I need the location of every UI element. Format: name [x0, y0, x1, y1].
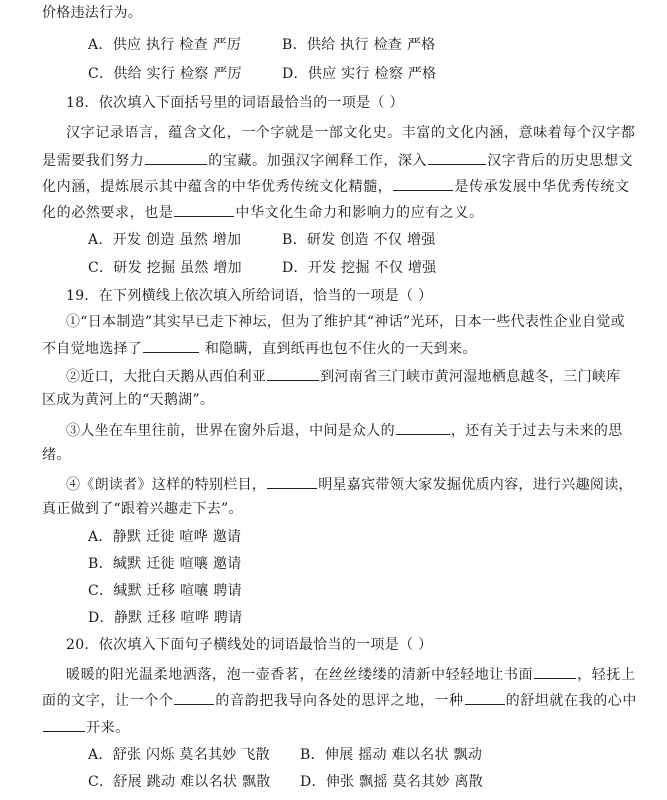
passage-line [42, 202, 484, 220]
question-18: 18．依次填入下面括号里的词语最恰当的一项是（ ） [66, 95, 404, 111]
passage-text: 明星嘉宾带领大家发掘优质内容，进行兴趣阅读， [318, 477, 633, 493]
option-17d: D．供应 实行 检察 严格 [282, 66, 437, 82]
passage-text: 的宝藏。加强汉字阐释工作，深入 [208, 153, 428, 169]
fill-blank [393, 176, 453, 191]
fill-blank [145, 150, 207, 165]
passage-line [66, 474, 633, 492]
option-20a: A．舒张 闪烁 莫名其妙 飞散 [88, 747, 270, 763]
option-20c: C．舒展 跳动 难以名状 飘散 [88, 774, 271, 790]
option-18b: B．研发 创造 不仅 增强 [282, 232, 436, 248]
option-19a: A．静默 迁徙 喧哗 邀请 [88, 529, 242, 545]
option-19d: D．静默 迁移 喧哗 聘请 [88, 610, 243, 626]
text-line: 价格违法行为。 [42, 5, 143, 21]
passage-text: ③人坐在车里往前，世界在窗外后退，中间是众人的 [66, 423, 395, 439]
passage-line [42, 717, 130, 735]
option-19c: C．缄默 迁移 喧嚷 聘请 [88, 583, 242, 599]
option-18a: A．开发 创造 虽然 增加 [88, 232, 242, 248]
option-17a: A．供应 执行 检查 严厉 [88, 37, 242, 53]
passage-line: ①“日本制造”其实早已走下神坛，但为了维护其“神话”光环，日本一些代表性企业自觉或 [66, 314, 625, 330]
passage-line: 绪。 [42, 447, 71, 463]
question-19: 19．在下列横线上依次填入所给词语，恰当的一项是（ ） [66, 288, 433, 304]
fill-blank [428, 150, 486, 165]
passage-text: ②近口，大批白天鹅从西伯利亚 [66, 369, 267, 385]
passage-text: ④《朗读者》这样的特别栏目， [66, 477, 267, 493]
passage-text: 面的文字，让一个个 [42, 693, 174, 709]
passage-line: 汉字记录语言，蕴含文化，一个字就是一部文化史。丰富的文化内涵，意味着每个汉字都 [66, 125, 636, 141]
option-18d: D．开发 挖掘 不仅 增强 [282, 260, 437, 276]
question-20: 20．依次填入下面句子横线处的词语最恰当的一项是（ ） [66, 637, 433, 653]
passage-line [66, 420, 623, 438]
option-18c: C．研发 挖掘 虽然 增加 [88, 260, 242, 276]
passage-text: 到河南省三门峡市黄河湿地栖息越冬，三门峡库 [320, 369, 621, 385]
fill-blank [43, 717, 85, 732]
passage-line [42, 176, 630, 194]
option-20d: D．伸张 飘摇 莫名其妙 离散 [300, 774, 484, 790]
fill-blank [396, 420, 450, 435]
passage-line [66, 366, 621, 384]
option-19b: B．缄默 迁徙 喧嚷 邀请 [88, 556, 242, 572]
passage-text: 暖暖的阳光温柔地洒落，泡一壶香茗，在丝丝缕缕的清新中轻轻地让书面 [66, 667, 534, 683]
option-17c: C．供给 实行 检察 严厉 [88, 66, 242, 82]
option-20b: B．伸展 摇动 难以名状 飘动 [300, 747, 483, 763]
fill-blank [143, 338, 199, 353]
passage-text: 和隐瞒，直到纸再也包不住火的一天到来。 [204, 341, 477, 357]
passage-line [66, 664, 636, 682]
passage-line [42, 338, 477, 356]
passage-line [42, 150, 633, 168]
fill-blank [267, 474, 317, 489]
passage-text: 是传承发展中华优秀传统文 [454, 179, 630, 195]
passage-line: 区成为黄河上的“天鹅湖”。 [42, 392, 215, 408]
fill-blank [267, 366, 319, 381]
passage-text: 开来。 [86, 720, 130, 736]
passage-text: 化内涵，提炼展示其中蕴含的中华优秀传统文化精髓， [42, 179, 393, 195]
passage-text: 不自觉地选择了 [42, 341, 143, 357]
passage-text: 是需要我们努力 [42, 153, 145, 169]
passage-text: 化的必然要求，也是 [42, 205, 174, 221]
passage-text: 汉字背后的历史思想文 [487, 153, 634, 169]
passage-text: 的舒坦就在我的心中 [505, 693, 638, 709]
passage-text: ，还有关于过去与未来的思 [450, 423, 623, 439]
fill-blank [174, 202, 234, 217]
fill-blank [465, 690, 505, 705]
fill-blank [534, 664, 576, 679]
option-17b: B．供给 执行 检查 严格 [282, 37, 436, 53]
passage-line: 真正做到了“跟着兴趣走下去”。 [42, 501, 243, 517]
passage-line [42, 690, 637, 708]
passage-text: 中华文化生命力和影响力的应有之义。 [235, 205, 484, 221]
fill-blank [174, 690, 214, 705]
passage-text: 的音韵把我导向各处的思评之地，一种 [215, 693, 464, 709]
passage-text: ，轻抚上 [577, 667, 636, 683]
